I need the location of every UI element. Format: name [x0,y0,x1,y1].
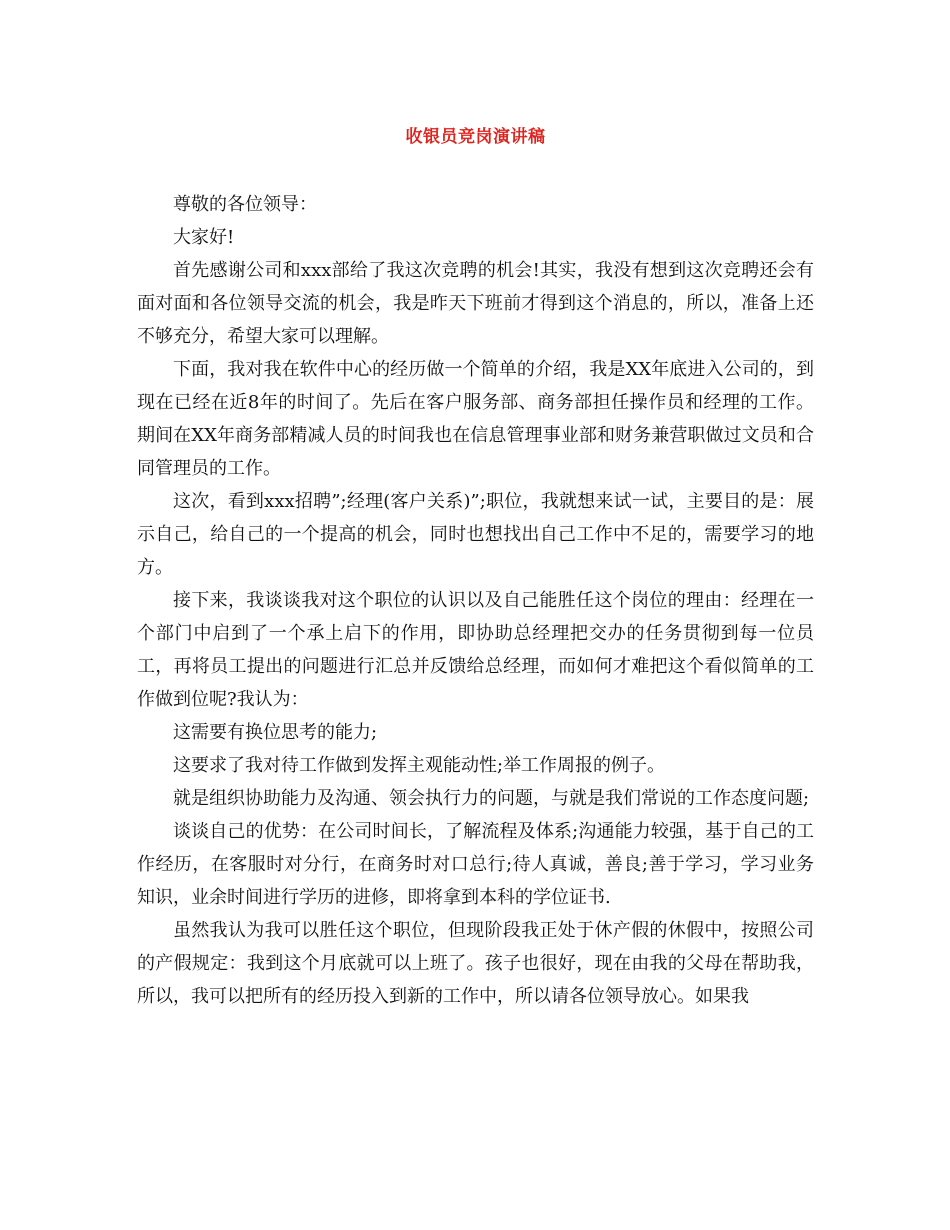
greeting: 大家好! [173,227,235,248]
paragraph-motivation: 这次，看到xxx招聘”;经理(客户关系)”;职位，我就想来试一试，主要目的是：展示自己，给自己的一个提高的机会，同时也想找出自己工作中不足的，需要学习的地方。 [137,491,814,578]
paragraph-role-understanding: 接下来，我谈谈我对这个职位的认识以及自己能胜任这个岗位的理由：经理在一个部门中启到了一个承上启下的作用，即协助总经理把交办的任务贯彻到每一位员工，再将员工提出的问题进行汇总并反馈给总经理，而如何才难把这个看似简单的工作做到位呢?我认为： [137,590,814,710]
paragraph-strengths: 谈谈自己的优势：在公司时间长，了解流程及体系;沟通能力较强，基于自己的工作经历，在客服时对分行，在商务时对口总行;待人真诚，善良;善于学习，学习业务知识，业余时间进行学历的进修，即将拿到本科的学位证书. [137,821,814,908]
paragraph-point-2: 这要求了我对待工作做到发挥主观能动性;举工作周报的例子。 [173,755,666,776]
document-body [137,188,814,1013]
paragraph-situation: 虽然我认为我可以胜任这个职位，但现阶段我正处于休产假的休假中，按照公司的产假规定：我到这个月底就可以上班了。孩子也很好，现在由我的父母在帮助我，所以，我可以把所有的经历投入到新的工作中，所以请各位领导放心。如果我 [137,920,814,1007]
paragraph-point-3: 就是组织协助能力及沟通、领会执行力的问题，与就是我们常说的工作态度问题; [173,788,810,809]
paragraph-thanks: 首先感谢公司和xxx部给了我这次竞聘的机会!其实，我没有想到这次竞聘还会有面对面和各位领导交流的机会，我是昨天下班前才得到这个消息的，所以，准备上还不够充分，希望大家可以理解。 [137,260,814,347]
salutation: 尊敬的各位领导： [173,194,317,215]
document-title: 收银员竞岗演讲稿 [405,127,546,147]
paragraph-experience: 下面，我对我在软件中心的经历做一个简单的介绍，我是XX年底进入公司的，到现在已经在近8年的时间了。先后在客户服务部、商务部担任操作员和经理的工作。期间在XX年商务部精减人员的时间我也在信息管理事业部和财务兼营职做过文员和合同管理员的工作。 [137,359,814,479]
paragraph-point-1: 这需要有换位思考的能力; [173,722,378,743]
